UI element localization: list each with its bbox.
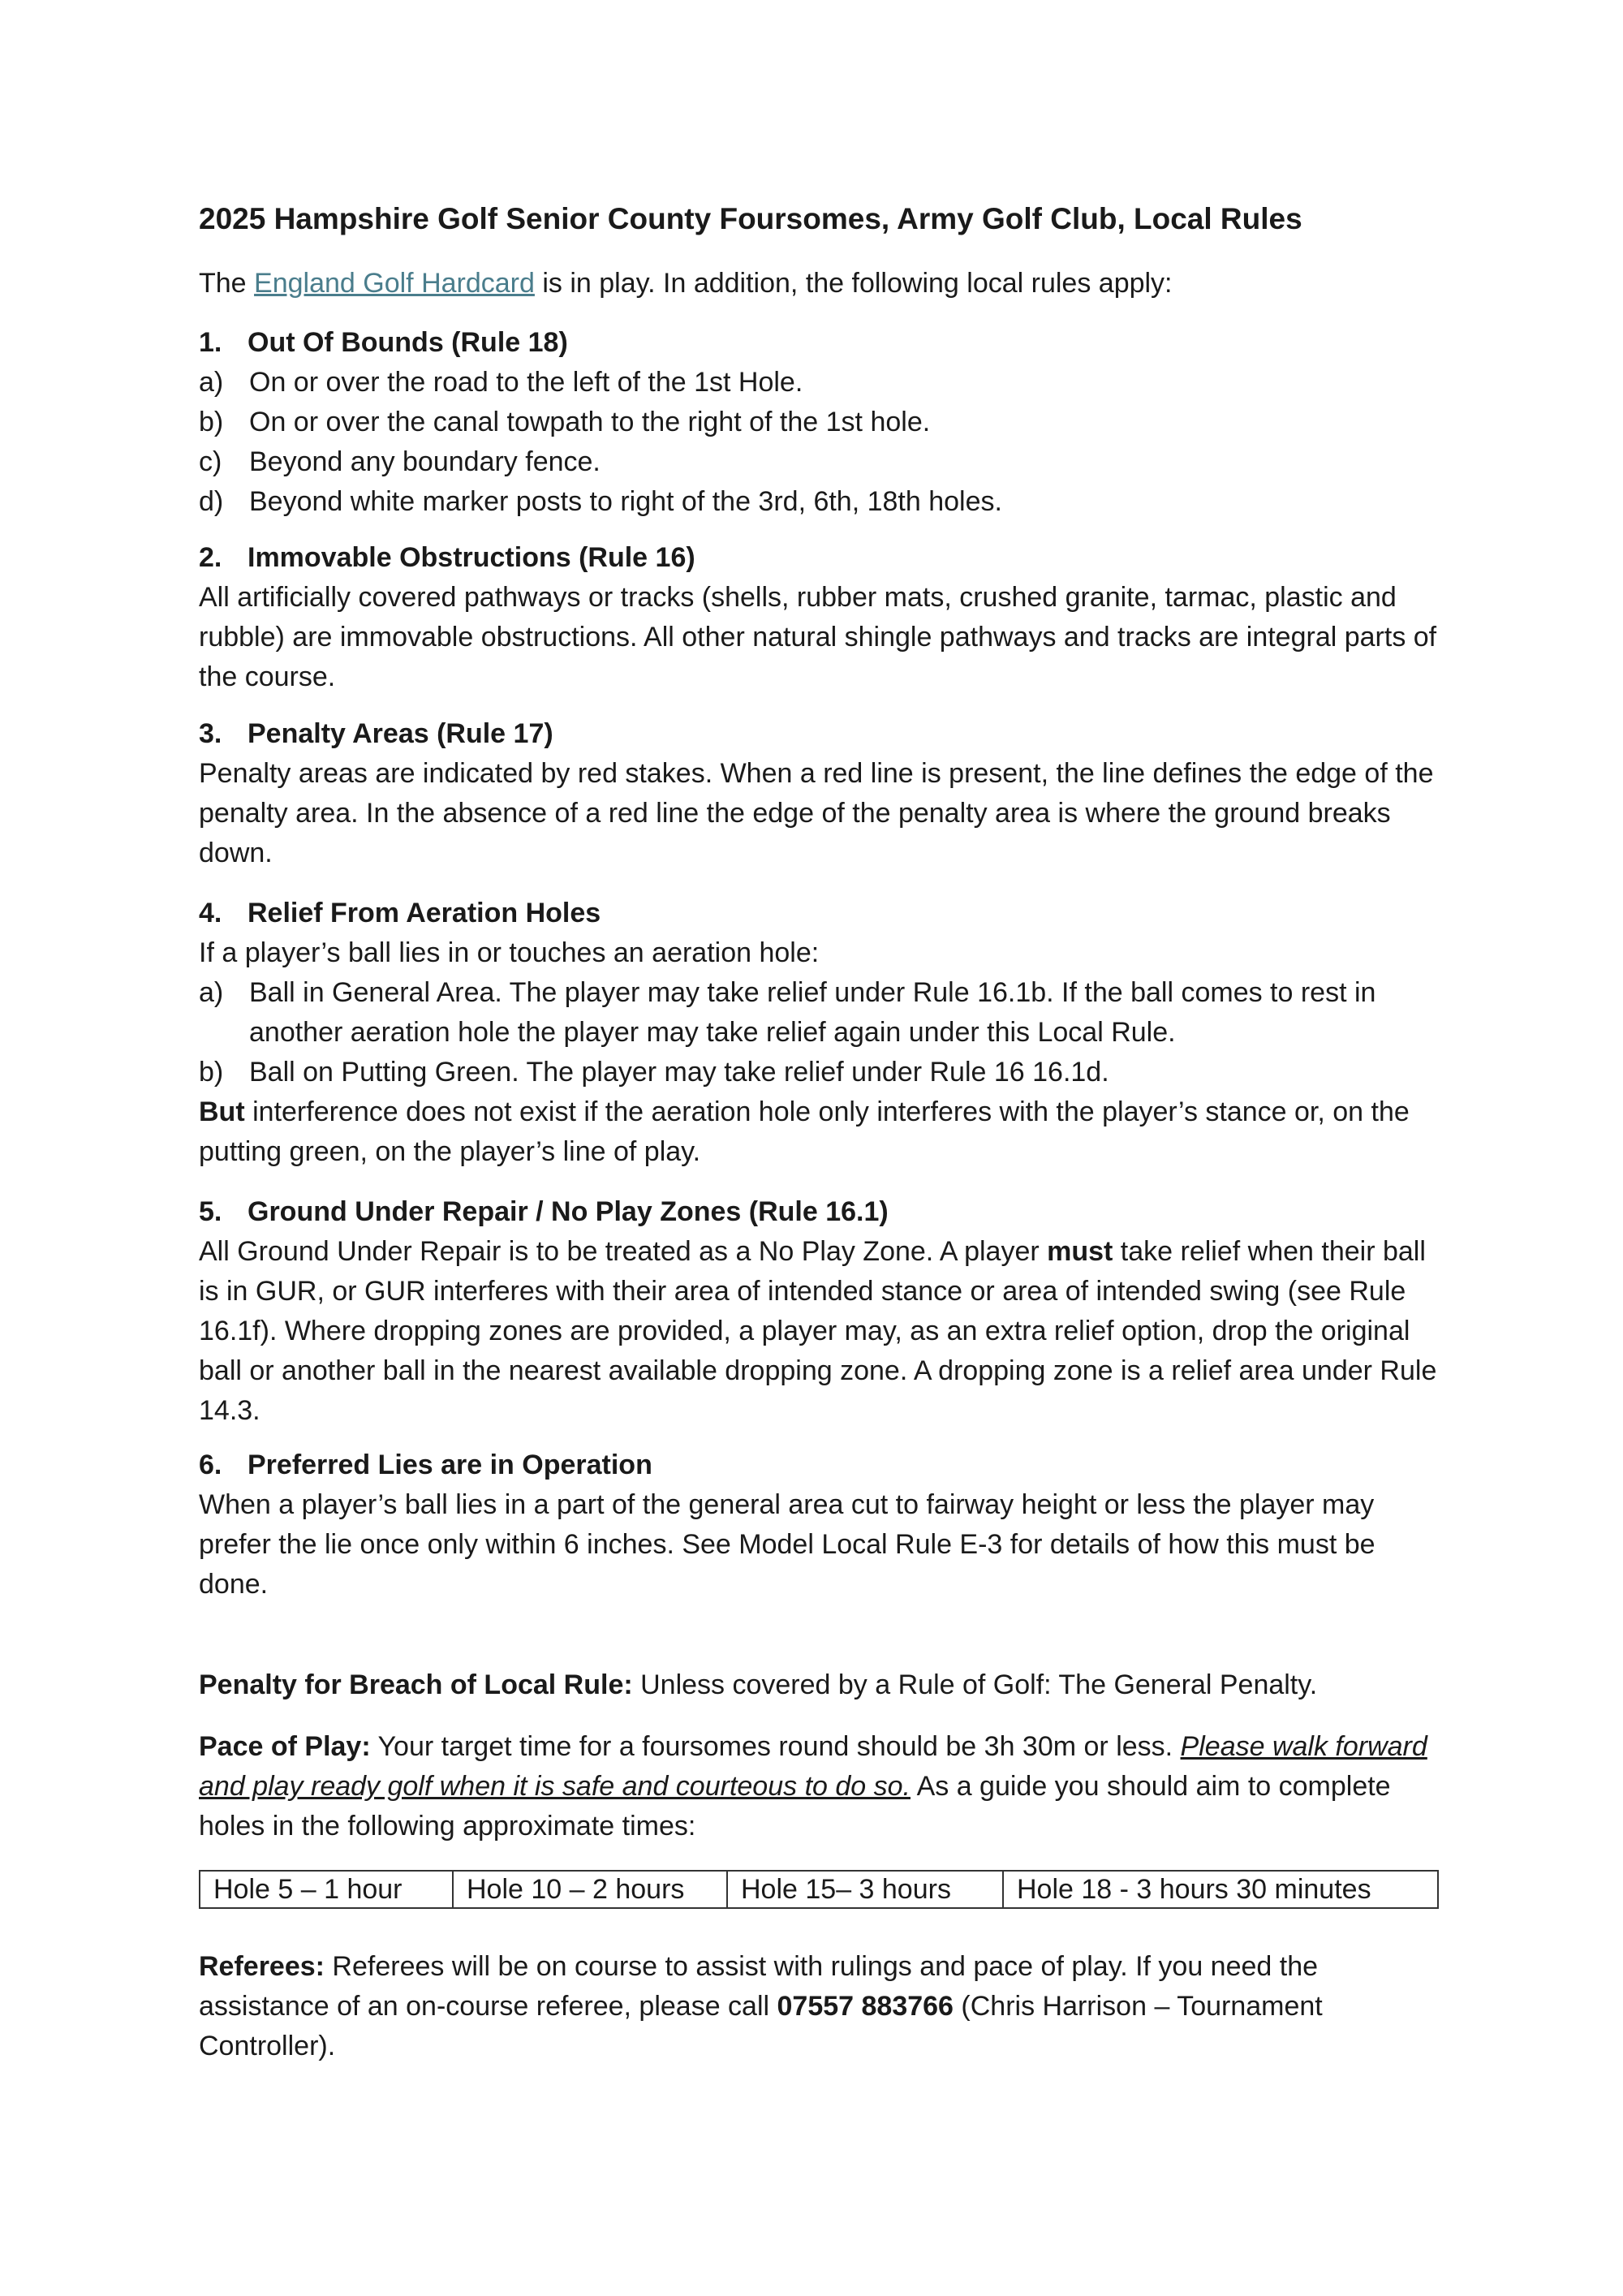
- item-label: c): [199, 446, 222, 477]
- section-text: Penalty areas are indicated by red stakes. When a red line is present, the line defines the edge of the penalty area. In the absence of a red line the edge of the penalty area is where the ground breaks down.: [199, 758, 1434, 868]
- item-label: a): [199, 367, 224, 398]
- referees-paragraph: [199, 1947, 1444, 2066]
- hardcard-link[interactable]: England Golf Hardcard: [254, 268, 535, 299]
- text: All Ground Under Repair is to be treated as a No Play Zone. A player: [199, 1236, 1048, 1267]
- section-note: [199, 1092, 1444, 1172]
- section-number: 1.: [199, 327, 222, 358]
- referees-text: Referees will be on course to assist with rulings and pace of play. If you need the assistance of an on-course referee, please call: [199, 1951, 1319, 2022]
- section-heading: [199, 323, 1444, 363]
- list-item: [199, 1053, 1444, 1092]
- item-text: Beyond any boundary fence.: [249, 446, 601, 477]
- table-cell: Hole 18 - 3 hours 30 minutes: [1003, 1871, 1438, 1908]
- penalty-paragraph: [199, 1665, 1444, 1705]
- item-label: b): [199, 1057, 224, 1088]
- item-text: Ball in General Area. The player may take relief under Rule 16.1b. If the ball comes to rest in another aeration hole the player may take relief again under this Local Rule.: [249, 977, 1376, 1048]
- section-heading: [199, 894, 1444, 933]
- item-text: On or over the road to the left of the 1st Hole.: [249, 367, 803, 398]
- section-title: Relief From Aeration Holes: [248, 898, 601, 928]
- section-text: When a player’s ball lies in a part of the general area cut to fairway height or less the player may prefer the lie once only within 6 inches. See Model Local Rule E-3 for details of how this must be done.: [199, 1489, 1375, 1600]
- section-heading: [199, 714, 1444, 754]
- pace-emphasis: Please walk forward and play ready golf when it is safe and courteous to do so.: [199, 1731, 1427, 1802]
- pace-text: Your target time for a foursomes round should be 3h 30m or less.: [370, 1731, 1181, 1762]
- section-title: Ground Under Repair / No Play Zones (Rule 16.1): [248, 1196, 889, 1227]
- intro-text: The: [199, 268, 255, 299]
- section-immovable-obstructions: [199, 538, 1444, 697]
- section-number: 4.: [199, 898, 222, 928]
- item-text: Beyond white marker posts to right of the 3rd, 6th, 18th holes.: [249, 486, 1002, 517]
- pace-text-after: As a guide you should aim to complete holes in the following approximate times:: [199, 1771, 1391, 1842]
- pace-times-table: [199, 1870, 1439, 1909]
- item-label: a): [199, 977, 224, 1008]
- section-title: Penalty Areas (Rule 17): [248, 718, 553, 749]
- section-intro: If a player’s ball lies in or touches an aeration hole:: [199, 937, 820, 968]
- table-cell: Hole 15– 3 hours: [727, 1871, 1003, 1908]
- pace-label: Pace of Play:: [199, 1731, 371, 1762]
- section-heading: [199, 1192, 1444, 1232]
- note-bold: But: [199, 1096, 245, 1127]
- section-heading: [199, 538, 1444, 578]
- section-number: 6.: [199, 1450, 222, 1480]
- table-cell: Hole 5 – 1 hour: [200, 1871, 453, 1908]
- list-item: [199, 482, 1444, 522]
- penalty-text: Unless covered by a Rule of Golf: The General Penalty.: [632, 1669, 1318, 1700]
- list-item: [199, 403, 1444, 442]
- text-bold: must: [1047, 1236, 1113, 1267]
- section-number: 2.: [199, 542, 222, 573]
- section-text: [199, 1232, 1444, 1431]
- text: take relief when their ball is in GUR, or GUR interferes with their area of intended stance or area of intended swing (see Rule 16.1f). Where dropping zones are provided, a player may, as an extra relief option, drop the original ball or another ball in the nearest available dropping zone. A dropping zone is a relief area under Rule 14.3.: [199, 1236, 1437, 1426]
- section-title: Out Of Bounds (Rule 18): [248, 327, 568, 358]
- section-title: Preferred Lies are in Operation: [248, 1450, 652, 1480]
- section-title: Immovable Obstructions (Rule 16): [248, 542, 695, 573]
- item-text: Ball on Putting Green. The player may take relief under Rule 16 16.1d.: [249, 1057, 1109, 1088]
- list-item: [199, 973, 1444, 1053]
- phone-number: 07557 883766: [777, 1991, 954, 2022]
- pace-paragraph: [199, 1727, 1444, 1846]
- item-label: d): [199, 486, 224, 517]
- list-item: [199, 363, 1444, 403]
- section-number: 5.: [199, 1196, 222, 1227]
- penalty-label: Penalty for Breach of Local Rule:: [199, 1669, 633, 1700]
- section-penalty-areas: [199, 714, 1444, 873]
- note-text: interference does not exist if the aeration hole only interferes with the player’s stance or, on the putting green, on the player’s line of play.: [199, 1096, 1410, 1167]
- section-out-of-bounds: [199, 323, 1444, 522]
- referees-label: Referees:: [199, 1951, 325, 1982]
- table-cell: Hole 10 – 2 hours: [453, 1871, 727, 1908]
- intro-text-after: is in play. In addition, the following local rules apply:: [534, 268, 1173, 299]
- section-ground-under-repair: [199, 1192, 1444, 1431]
- section-aeration-holes: [199, 894, 1444, 1172]
- list-item: [199, 442, 1444, 482]
- referees-text-after: (Chris Harrison – Tournament Controller).: [199, 1991, 1323, 2061]
- section-number: 3.: [199, 718, 222, 749]
- intro: [199, 264, 1444, 304]
- item-text: On or over the canal towpath to the right of the 1st hole.: [249, 407, 931, 437]
- section-preferred-lies: [199, 1445, 1444, 1605]
- page-title: 2025 Hampshire Golf Senior County Foursomes, Army Golf Club, Local Rules: [199, 202, 1302, 235]
- section-heading: [199, 1445, 1444, 1485]
- section-text: All artificially covered pathways or tracks (shells, rubber mats, crushed granite, tarmac, plastic and rubble) are immovable obstructions. All other natural shingle pathways and tracks are integral parts of the course.: [199, 582, 1437, 692]
- item-label: b): [199, 407, 224, 437]
- table-row: [200, 1871, 1438, 1908]
